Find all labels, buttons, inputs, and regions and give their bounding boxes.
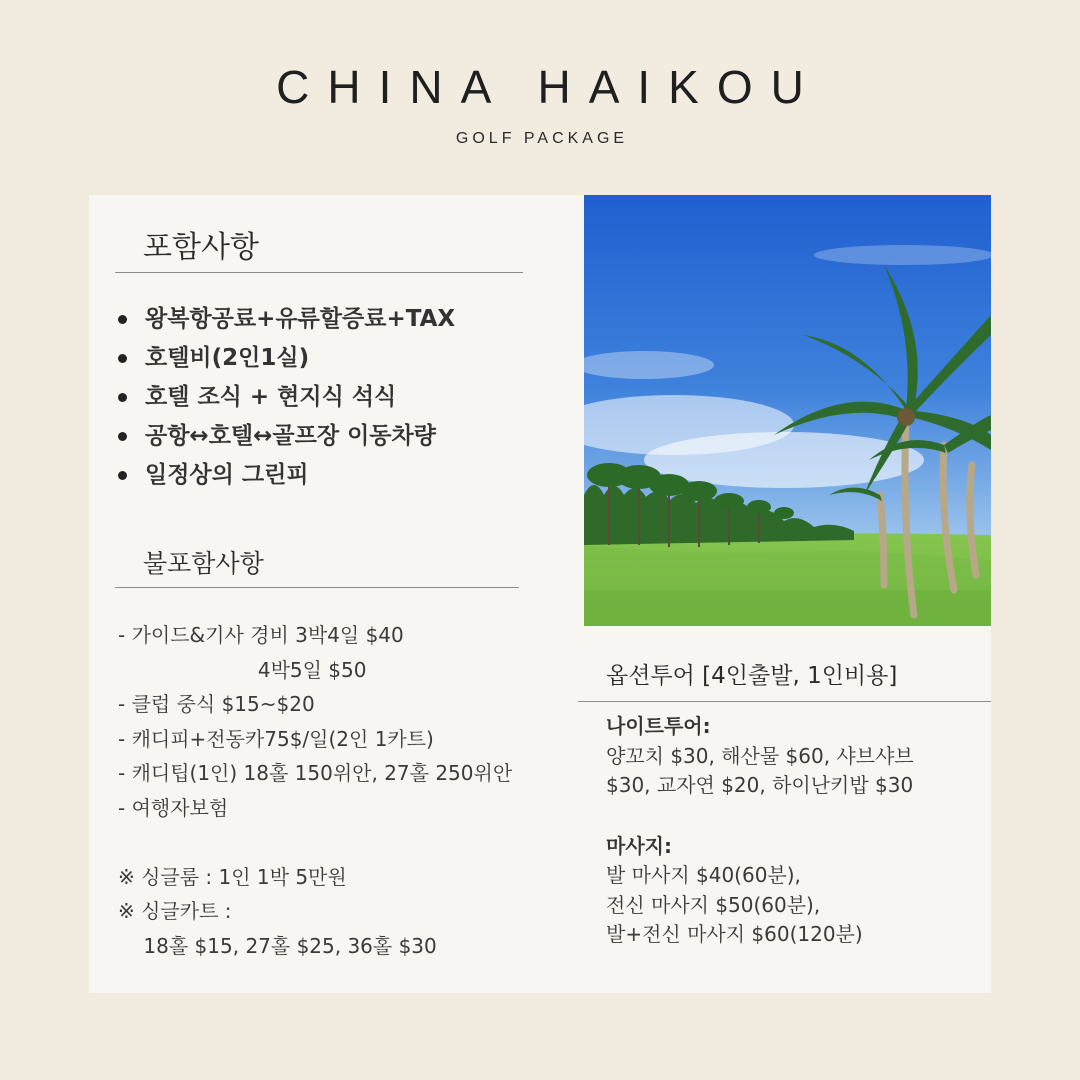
excluded-line: - 여행자보험 bbox=[118, 795, 229, 820]
list-item bbox=[118, 378, 455, 417]
list-item bbox=[118, 417, 455, 456]
page-title: CHINA HAIKOU bbox=[276, 61, 822, 113]
night-tour-line: 양꼬치 $30, 해산물 $60, 샤브샤브 bbox=[606, 743, 914, 768]
options-heading: 옵션투어 [4인출발, 1인비용] bbox=[606, 663, 898, 689]
excluded-line: - 가이드&기사 경비 3박4일 $40 bbox=[118, 623, 404, 647]
included-item-label: 왕복항공료+유류할증료+TAX bbox=[145, 306, 456, 332]
massage-line: 전신 마사지 $50(60분), bbox=[606, 892, 821, 917]
spacer bbox=[118, 826, 512, 860]
excluded-list bbox=[118, 618, 512, 963]
options-divider bbox=[578, 701, 991, 702]
excluded-divider bbox=[115, 587, 519, 588]
spacer bbox=[606, 801, 914, 832]
night-tour-line: $30, 교자연 $20, 하이난키밥 $30 bbox=[606, 773, 914, 797]
list-item bbox=[118, 300, 455, 339]
included-item-label: 호텔 조식 + 현지식 석식 bbox=[145, 384, 397, 410]
included-divider bbox=[115, 272, 523, 273]
bullet-icon bbox=[118, 432, 127, 441]
excluded-line: - 캐디피+전동카75$/일(2인 1카트) bbox=[118, 726, 434, 751]
golf-course-photo bbox=[584, 195, 991, 626]
massage-line: 발 마사지 $40(60분), bbox=[606, 863, 801, 887]
bullet-icon bbox=[118, 315, 127, 324]
included-list bbox=[118, 300, 455, 495]
excluded-heading: 불포함사항 bbox=[143, 549, 264, 578]
note-line: 18홀 $15, 27홀 $25, 36홀 $30 bbox=[118, 933, 437, 958]
note-line: ※ 싱글카트 : bbox=[118, 899, 232, 924]
included-item-label: 공항↔호텔↔골프장 이동차량 bbox=[145, 423, 436, 449]
bullet-icon bbox=[118, 354, 127, 363]
note-line: ※ 싱글룸 : 1인 1박 5만원 bbox=[118, 864, 347, 889]
night-tour-label: 나이트투어: bbox=[606, 714, 711, 738]
page-subtitle: GOLF PACKAGE bbox=[455, 130, 629, 147]
list-item bbox=[118, 456, 455, 495]
excluded-line: - 클럽 중식 $15~$20 bbox=[118, 692, 315, 717]
massage-line: 발+전신 마사지 $60(120분) bbox=[606, 922, 863, 946]
bullet-icon bbox=[118, 393, 127, 402]
included-heading: 포함사항 bbox=[143, 230, 259, 265]
included-item-label: 일정상의 그린피 bbox=[145, 462, 309, 488]
list-item bbox=[118, 339, 455, 378]
included-item-label: 호텔비(2인1실) bbox=[145, 345, 310, 371]
bullet-icon bbox=[118, 471, 127, 480]
excluded-line: - 캐디팁(1인) 18홀 150위안, 27홀 250위안 bbox=[118, 761, 513, 786]
excluded-line: 4박5일 $50 bbox=[118, 657, 367, 682]
options-list bbox=[606, 712, 914, 950]
massage-label: 마사지: bbox=[606, 833, 672, 858]
